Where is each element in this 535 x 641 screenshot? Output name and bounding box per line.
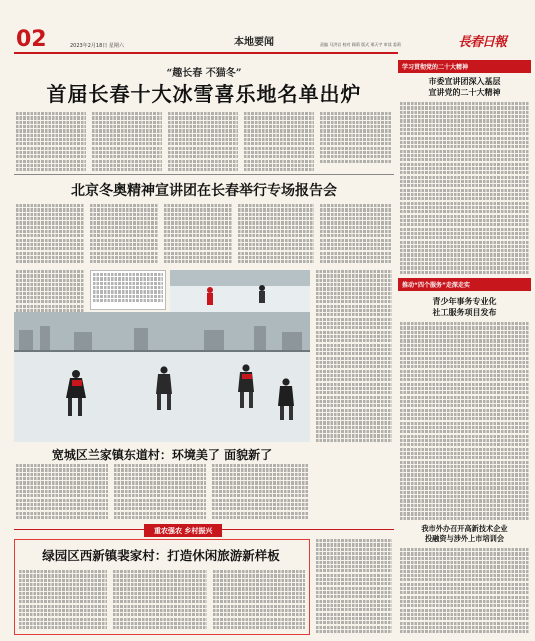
sidebar-article2-body: [400, 322, 529, 522]
lead-kicker: “趣长春 不猫冬”: [166, 68, 242, 79]
inset-scene: [170, 270, 310, 312]
sidebar-article2-title1: 青少年事务专业化: [432, 296, 497, 306]
story4-headline: 绿园区西新镇裴家村：打造休闲旅游新样板: [42, 548, 280, 563]
sidebar-banner-1: 学习贯彻党的二十大精神: [398, 60, 531, 73]
story3-headline: 宽城区兰家镇东道村：环境美了 面貌新了: [51, 448, 273, 462]
story3-body-col3: [212, 464, 308, 522]
sidebar-article3-title2: 投融资与涉外上市培训会: [424, 534, 505, 543]
story3-body-col1: [16, 464, 108, 522]
sidebar-article2-title2: 社工服务项目发布: [432, 307, 497, 317]
photo-side-text-right: [316, 270, 392, 442]
story2-body-col3: [164, 204, 232, 266]
section-title: 本地要闻: [234, 37, 274, 48]
story4-side-text: [316, 539, 392, 635]
header-rule: [14, 52, 398, 54]
photo-side-text-left: [16, 270, 84, 312]
rural-banner: [14, 524, 394, 536]
skating-photo: [14, 312, 310, 442]
page-header: [0, 0, 535, 55]
lead-headline: 首届长春十大冰雪喜乐地名单出炉: [46, 82, 362, 106]
skating-scene: [14, 312, 310, 442]
story2-body-col1: [16, 204, 84, 266]
story3-body-col2: [114, 464, 206, 522]
lead-body-col2: [92, 112, 162, 172]
photo-caption-box: [90, 270, 166, 310]
rural-banner-label: 重农强农 乡村振兴: [144, 524, 222, 537]
sidebar-banner-2: 推动“四个服务”走深走实: [398, 278, 531, 291]
sidebar-article1-body: [400, 102, 529, 276]
story2-body-col4: [238, 204, 314, 266]
page-number: 02: [16, 27, 47, 52]
lead-body-col3: [168, 112, 238, 172]
lead-body-col1: [16, 112, 86, 172]
sidebar: [398, 58, 531, 638]
sidebar-article1-title1: 市委宣讲团深入基层: [428, 76, 501, 86]
story2-body-col2: [90, 204, 158, 266]
story4-body-col1: [19, 570, 107, 632]
sidebar-article3-body: [400, 548, 529, 636]
story4-box: [14, 539, 310, 635]
sidebar-article1-title2: 宣讲党的二十大精神: [428, 87, 501, 97]
story4-body-col2: [113, 570, 207, 632]
main-column: [14, 58, 394, 636]
masthead-logo: 長春日報: [458, 35, 507, 50]
story4-body-col3: [213, 570, 305, 632]
story2-body-col5: [320, 204, 392, 266]
inset-photo: [170, 270, 310, 312]
story2-headline: 北京冬奥精神宣讲团在长春举行专场报告会: [71, 183, 337, 199]
lead-body-col4: [244, 112, 314, 172]
sidebar-article3-title1: 我市外办召开高新技术企业: [421, 524, 508, 533]
editors-line: 责编 马洪岩 校对 顾莉 版式 邢天宇 审读 姜莉: [320, 42, 401, 47]
date-line: 2023年2月18日 星期六: [70, 43, 124, 49]
lead-body-col5: [320, 112, 392, 172]
divider: [14, 174, 394, 175]
